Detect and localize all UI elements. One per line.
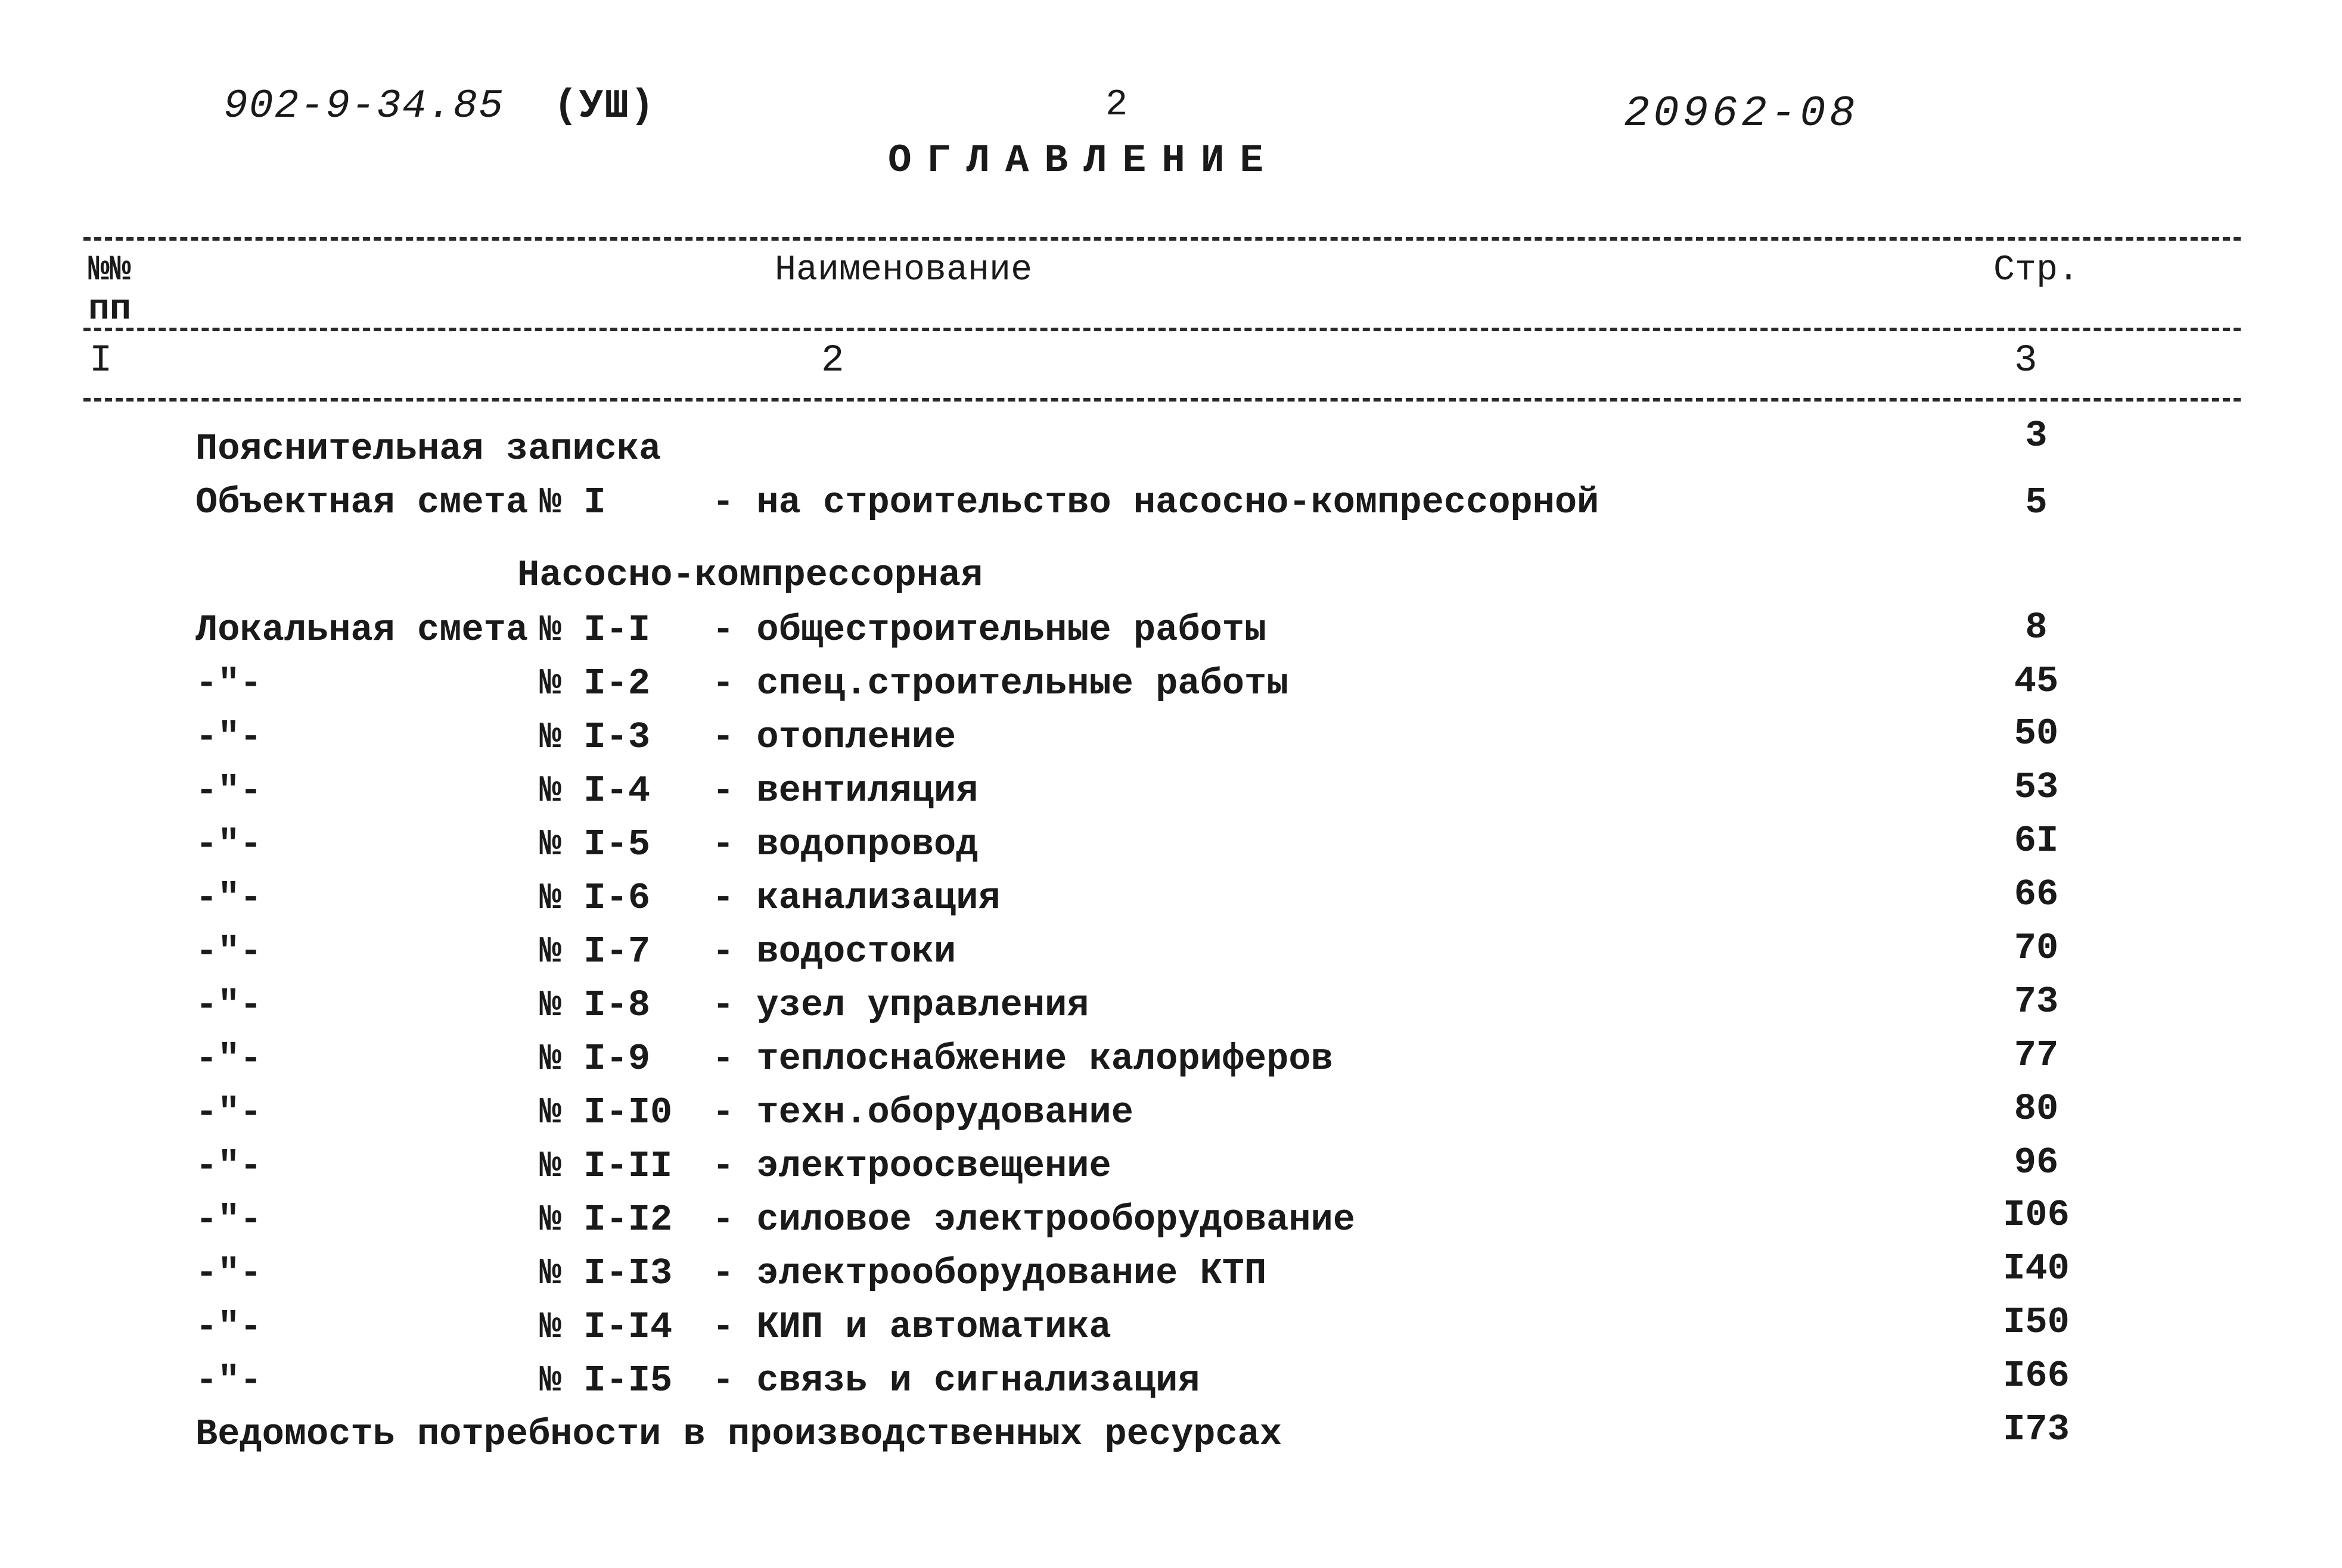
- rule-top: [83, 237, 2241, 241]
- page-number: 2: [1105, 83, 1128, 126]
- toc-entry-page: 73: [2014, 981, 2059, 1023]
- toc-entry-description: - техн.оборудование: [712, 1091, 1133, 1134]
- toc-entry-page: 96: [2014, 1141, 2059, 1184]
- toc-entry-page: 70: [2014, 927, 2059, 969]
- ditto-mark: -"-: [195, 931, 262, 973]
- ditto-mark: -"-: [195, 1199, 262, 1241]
- toc-entry-number: № I-I: [539, 609, 651, 651]
- toc-entry-page: 6I: [2014, 820, 2059, 862]
- toc-entry-number: № I-7: [539, 931, 651, 973]
- column-index-1: I: [89, 340, 113, 382]
- ditto-mark: -"-: [195, 1145, 262, 1187]
- toc-entry-number: № I-2: [539, 662, 651, 705]
- toc-entry-number: № I-8: [539, 984, 651, 1026]
- ditto-mark: -"-: [195, 1038, 262, 1080]
- toc-entry-number: № I-4: [539, 770, 651, 812]
- document-code: [223, 83, 656, 129]
- toc-entry-description: - узел управления: [712, 984, 1089, 1026]
- rule-bottom: [83, 398, 2241, 402]
- toc-entry-description: - общестроительные работы: [712, 609, 1267, 651]
- toc-entry-description: - теплоснабжение калориферов: [712, 1038, 1333, 1080]
- toc-entry-page: I06: [2003, 1194, 2070, 1236]
- toc-entry-description: - на строительство насосно-компрессорной: [712, 481, 1599, 524]
- toc-entry-label: Локальная смета: [195, 609, 529, 651]
- column-number-header-sub: пп: [88, 290, 132, 330]
- ditto-mark: -"-: [195, 716, 262, 758]
- ditto-mark: -"-: [195, 1306, 262, 1348]
- toc-entry-number: № I-II: [539, 1145, 673, 1187]
- ditto-mark: -"-: [195, 770, 262, 812]
- column-name-header: Наименование: [775, 250, 1033, 291]
- toc-entry-page: I73: [2003, 1408, 2070, 1451]
- ditto-mark: -"-: [195, 823, 262, 866]
- toc-entry-description: - вентиляция: [712, 770, 979, 812]
- toc-entry-description: - водопровод: [712, 823, 979, 866]
- toc-entry-page: 50: [2014, 713, 2059, 755]
- toc-entry-number: № I: [539, 481, 606, 524]
- toc-entry-label: Ведомость потребности в производственных ресурсах: [195, 1413, 1282, 1455]
- page-title: ОГЛАВЛЕНИЕ: [888, 138, 1279, 183]
- ditto-mark: -"-: [195, 1359, 262, 1402]
- toc-entry-page: 53: [2014, 766, 2059, 808]
- toc-entry-number: № I-I4: [539, 1306, 673, 1348]
- toc-entry-page: 45: [2014, 660, 2059, 702]
- ditto-mark: -"-: [195, 1091, 262, 1134]
- toc-entry-number: № I-I2: [539, 1199, 673, 1241]
- toc-entry-description-cont: Насосно-компрессорная: [517, 554, 983, 596]
- toc-entry-page: 8: [2025, 606, 2048, 649]
- toc-entry-description: - канализация: [712, 877, 1001, 919]
- toc-entry-number: № I-I3: [539, 1252, 673, 1295]
- toc-entry-description: - электрооборудование КТП: [712, 1252, 1267, 1295]
- toc-entry-description: - отопление: [712, 716, 956, 758]
- toc-entry-page: 5: [2025, 481, 2048, 524]
- toc-entry-number: № I-5: [539, 823, 651, 866]
- toc-entry-page: I50: [2003, 1301, 2070, 1343]
- toc-entry-number: № I-I0: [539, 1091, 673, 1134]
- toc-entry-page: I40: [2003, 1247, 2070, 1290]
- toc-entry-number: № I-9: [539, 1038, 651, 1080]
- toc-entry-page: 77: [2014, 1034, 2059, 1077]
- archive-number: 20962-08: [1624, 89, 1859, 138]
- column-page-header: Стр.: [1993, 250, 2080, 291]
- toc-entry-description: - связь и сигнализация: [712, 1359, 1200, 1402]
- column-number-header: №№: [88, 250, 132, 291]
- toc-entry-page: I66: [2003, 1355, 2070, 1397]
- toc-entry-description: - спец.строительные работы: [712, 662, 1289, 705]
- toc-entry-label: Объектная смета: [195, 481, 529, 524]
- column-index-3: 3: [2014, 340, 2037, 382]
- ditto-mark: -"-: [195, 662, 262, 705]
- toc-entry-description: - электроосвещение: [712, 1145, 1111, 1187]
- toc-entry-description: - силовое электрооборудование: [712, 1199, 1355, 1241]
- column-index-2: 2: [821, 340, 844, 382]
- ditto-mark: -"-: [195, 877, 262, 919]
- toc-entry-page: 80: [2014, 1088, 2059, 1130]
- toc-entry-number: № I-6: [539, 877, 651, 919]
- toc-entry-description: - водостоки: [712, 931, 956, 973]
- rule-middle: [83, 328, 2241, 331]
- toc-entry-page: 66: [2014, 873, 2059, 916]
- toc-entry-page: 3: [2025, 415, 2048, 457]
- document-code-suffix: (УШ): [553, 83, 656, 129]
- toc-entry-label: Пояснительная записка: [195, 428, 661, 470]
- toc-entry-number: № I-3: [539, 716, 651, 758]
- toc-entry-description: - КИП и автоматика: [712, 1306, 1111, 1348]
- document-code-number: 902-9-34.85: [223, 83, 504, 129]
- ditto-mark: -"-: [195, 984, 262, 1026]
- toc-entry-number: № I-I5: [539, 1359, 673, 1402]
- ditto-mark: -"-: [195, 1252, 262, 1295]
